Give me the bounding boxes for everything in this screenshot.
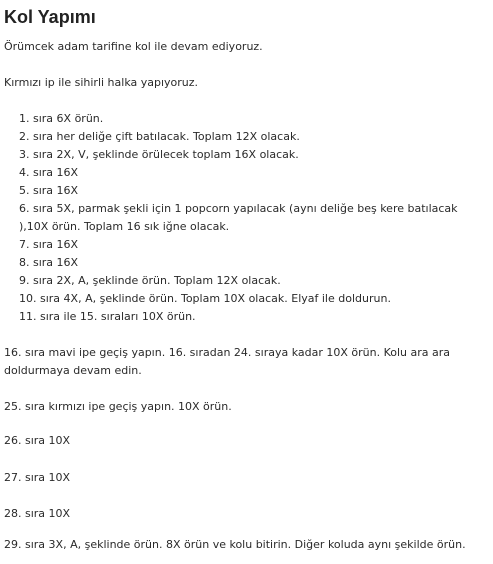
list-item: 3. sıra 2X, V, şeklinde örülecek toplam 16X olacak.: [19, 148, 299, 161]
list-item: 11. sıra ile 15. sıraları 10X örün.: [19, 310, 196, 323]
intro-paragraph: Kırmızı ip ile sihirli halka yapıyoruz.: [4, 76, 199, 89]
body-paragraph: 28. sıra 10X: [4, 507, 71, 520]
list-item: 6. sıra 5X, parmak şekli için 1 popcorn yapılacak (aynı deliğe beş kere batılacak ),10X örün. Toplam 16 sık iğne olacak.: [19, 202, 458, 233]
body-paragraph: 29. sıra 3X, A, şeklinde örün. 8X örün ve kolu bitirin. Diğer koluda aynı şekilde örün.: [4, 538, 466, 551]
body-paragraph: 26. sıra 10X: [4, 434, 71, 447]
list-item: 4. sıra 16X: [19, 166, 79, 179]
body-paragraph: 27. sıra 10X: [4, 471, 71, 484]
steps-list: [4, 110, 489, 326]
list-item: 8. sıra 16X: [19, 256, 79, 269]
body-paragraph: 16. sıra mavi ipe geçiş yapın. 16. sıradan 24. sıraya kadar 10X örün. Kolu ara ara doldurmaya devam edin.: [4, 346, 451, 377]
intro-paragraph: Örümcek adam tarifine kol ile devam ediyoruz.: [4, 40, 263, 53]
list-item: 2. sıra her deliğe çift batılacak. Toplam 12X olacak.: [19, 130, 300, 143]
page-title: Kol Yapımı: [4, 7, 96, 27]
list-item: 9. sıra 2X, A, şeklinde örün. Toplam 12X olacak.: [19, 274, 281, 287]
list-item: 5. sıra 16X: [19, 184, 79, 197]
body-paragraph: 25. sıra kırmızı ipe geçiş yapın. 10X örün.: [4, 400, 232, 413]
list-item: 7. sıra 16X: [19, 238, 79, 251]
list-item: 1. sıra 6X örün.: [19, 112, 104, 125]
list-item: 10. sıra 4X, A, şeklinde örün. Toplam 10X olacak. Elyaf ile doldurun.: [19, 292, 391, 305]
